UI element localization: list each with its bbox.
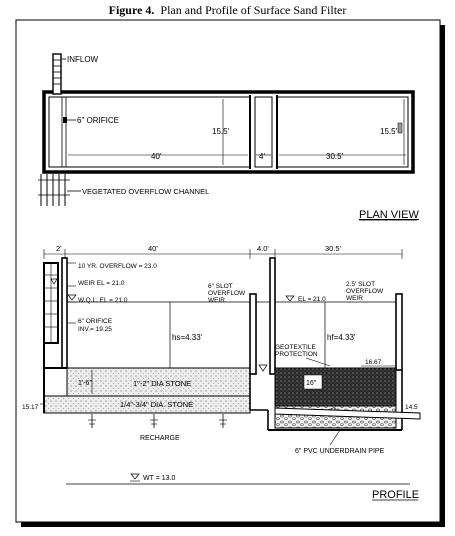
elevation-16-67: 16.67 <box>365 359 382 366</box>
recharge-label: RECHARGE <box>140 435 180 442</box>
slot25-label-c: WEIR <box>346 295 363 302</box>
hs-label: hs=4.33' <box>172 333 203 342</box>
plan-length-middle: 4' <box>259 152 265 161</box>
plan-length-filter: 30.5' <box>326 152 344 161</box>
wql-elevation: W.Q.L. EL = 21.0 <box>78 297 128 304</box>
profile-orifice-label: 6" ORIFICE <box>78 318 113 325</box>
caption-text: Plan and Profile of Surface Sand Filter <box>160 3 347 17</box>
dim-4ft: 4.0' <box>257 244 269 253</box>
depth-16: 16" <box>306 380 317 387</box>
geotextile-label-a: GEOTEXTILE <box>275 344 316 351</box>
caption-label: Figure 4. <box>108 3 155 17</box>
elevation-14-5: 14.5 <box>405 404 418 411</box>
filter-outlet-wall <box>396 294 402 370</box>
page-frame <box>16 20 440 522</box>
dim-30-5ft: 30.5' <box>325 244 342 253</box>
plan-height-right: 15.5' <box>380 127 398 136</box>
orifice-invert: INV.= 19.25 <box>78 326 112 333</box>
hf-label: hf=4.33' <box>327 333 356 342</box>
depth-1-6: 1'-6" <box>78 380 92 387</box>
sand-filter-bed <box>275 368 396 406</box>
dim-40ft: 40' <box>148 244 158 253</box>
overflow-elevation: 10 YR. OVERFLOW = 23.0 <box>78 263 157 270</box>
underdrain-label: 6" PVC UNDERDRAIN PIPE <box>295 448 385 455</box>
stone-quarter-label: 1/4"-3/4" DIA. STONE <box>120 400 194 409</box>
orifice-marker <box>63 117 67 123</box>
sediment-inlet-wall <box>62 258 67 368</box>
plan-orifice-label: 6" ORIFICE <box>77 116 119 125</box>
plan-slot-marker <box>398 123 402 133</box>
slot25-label-b: OVERFLOW <box>346 288 384 295</box>
weir-elevation: WEIR EL = 21.0 <box>78 280 125 287</box>
geotextile-label-b: PROTECTION <box>275 351 318 358</box>
stone-1-2-label: 1"-2" DIA STONE <box>133 379 192 388</box>
slot6-label-a: 6" SLOT <box>208 283 233 290</box>
slot6-label-c: WEIR <box>208 297 225 304</box>
overflow-channel-label: VEGETATED OVERFLOW CHANNEL <box>82 187 210 196</box>
plan-view-title: PLAN VIEW <box>359 209 419 221</box>
water-table-label: WT = 13.0 <box>143 475 176 482</box>
dim-2ft: 2' <box>56 244 62 253</box>
slot25-label-a: 2.5' SLOT <box>346 281 376 288</box>
elevation-15-17: 15.17 <box>22 404 39 411</box>
el-21: EL = 21.0 <box>298 296 326 303</box>
plan-length-sediment: 40' <box>151 152 162 161</box>
inflow-label: INFLOW <box>67 55 99 64</box>
plan-height-left: 15.5' <box>212 127 230 136</box>
profile-title: PROFILE <box>372 489 420 501</box>
slot-weir-wall <box>250 294 256 374</box>
slot6-label-b: OVERFLOW <box>208 290 246 297</box>
